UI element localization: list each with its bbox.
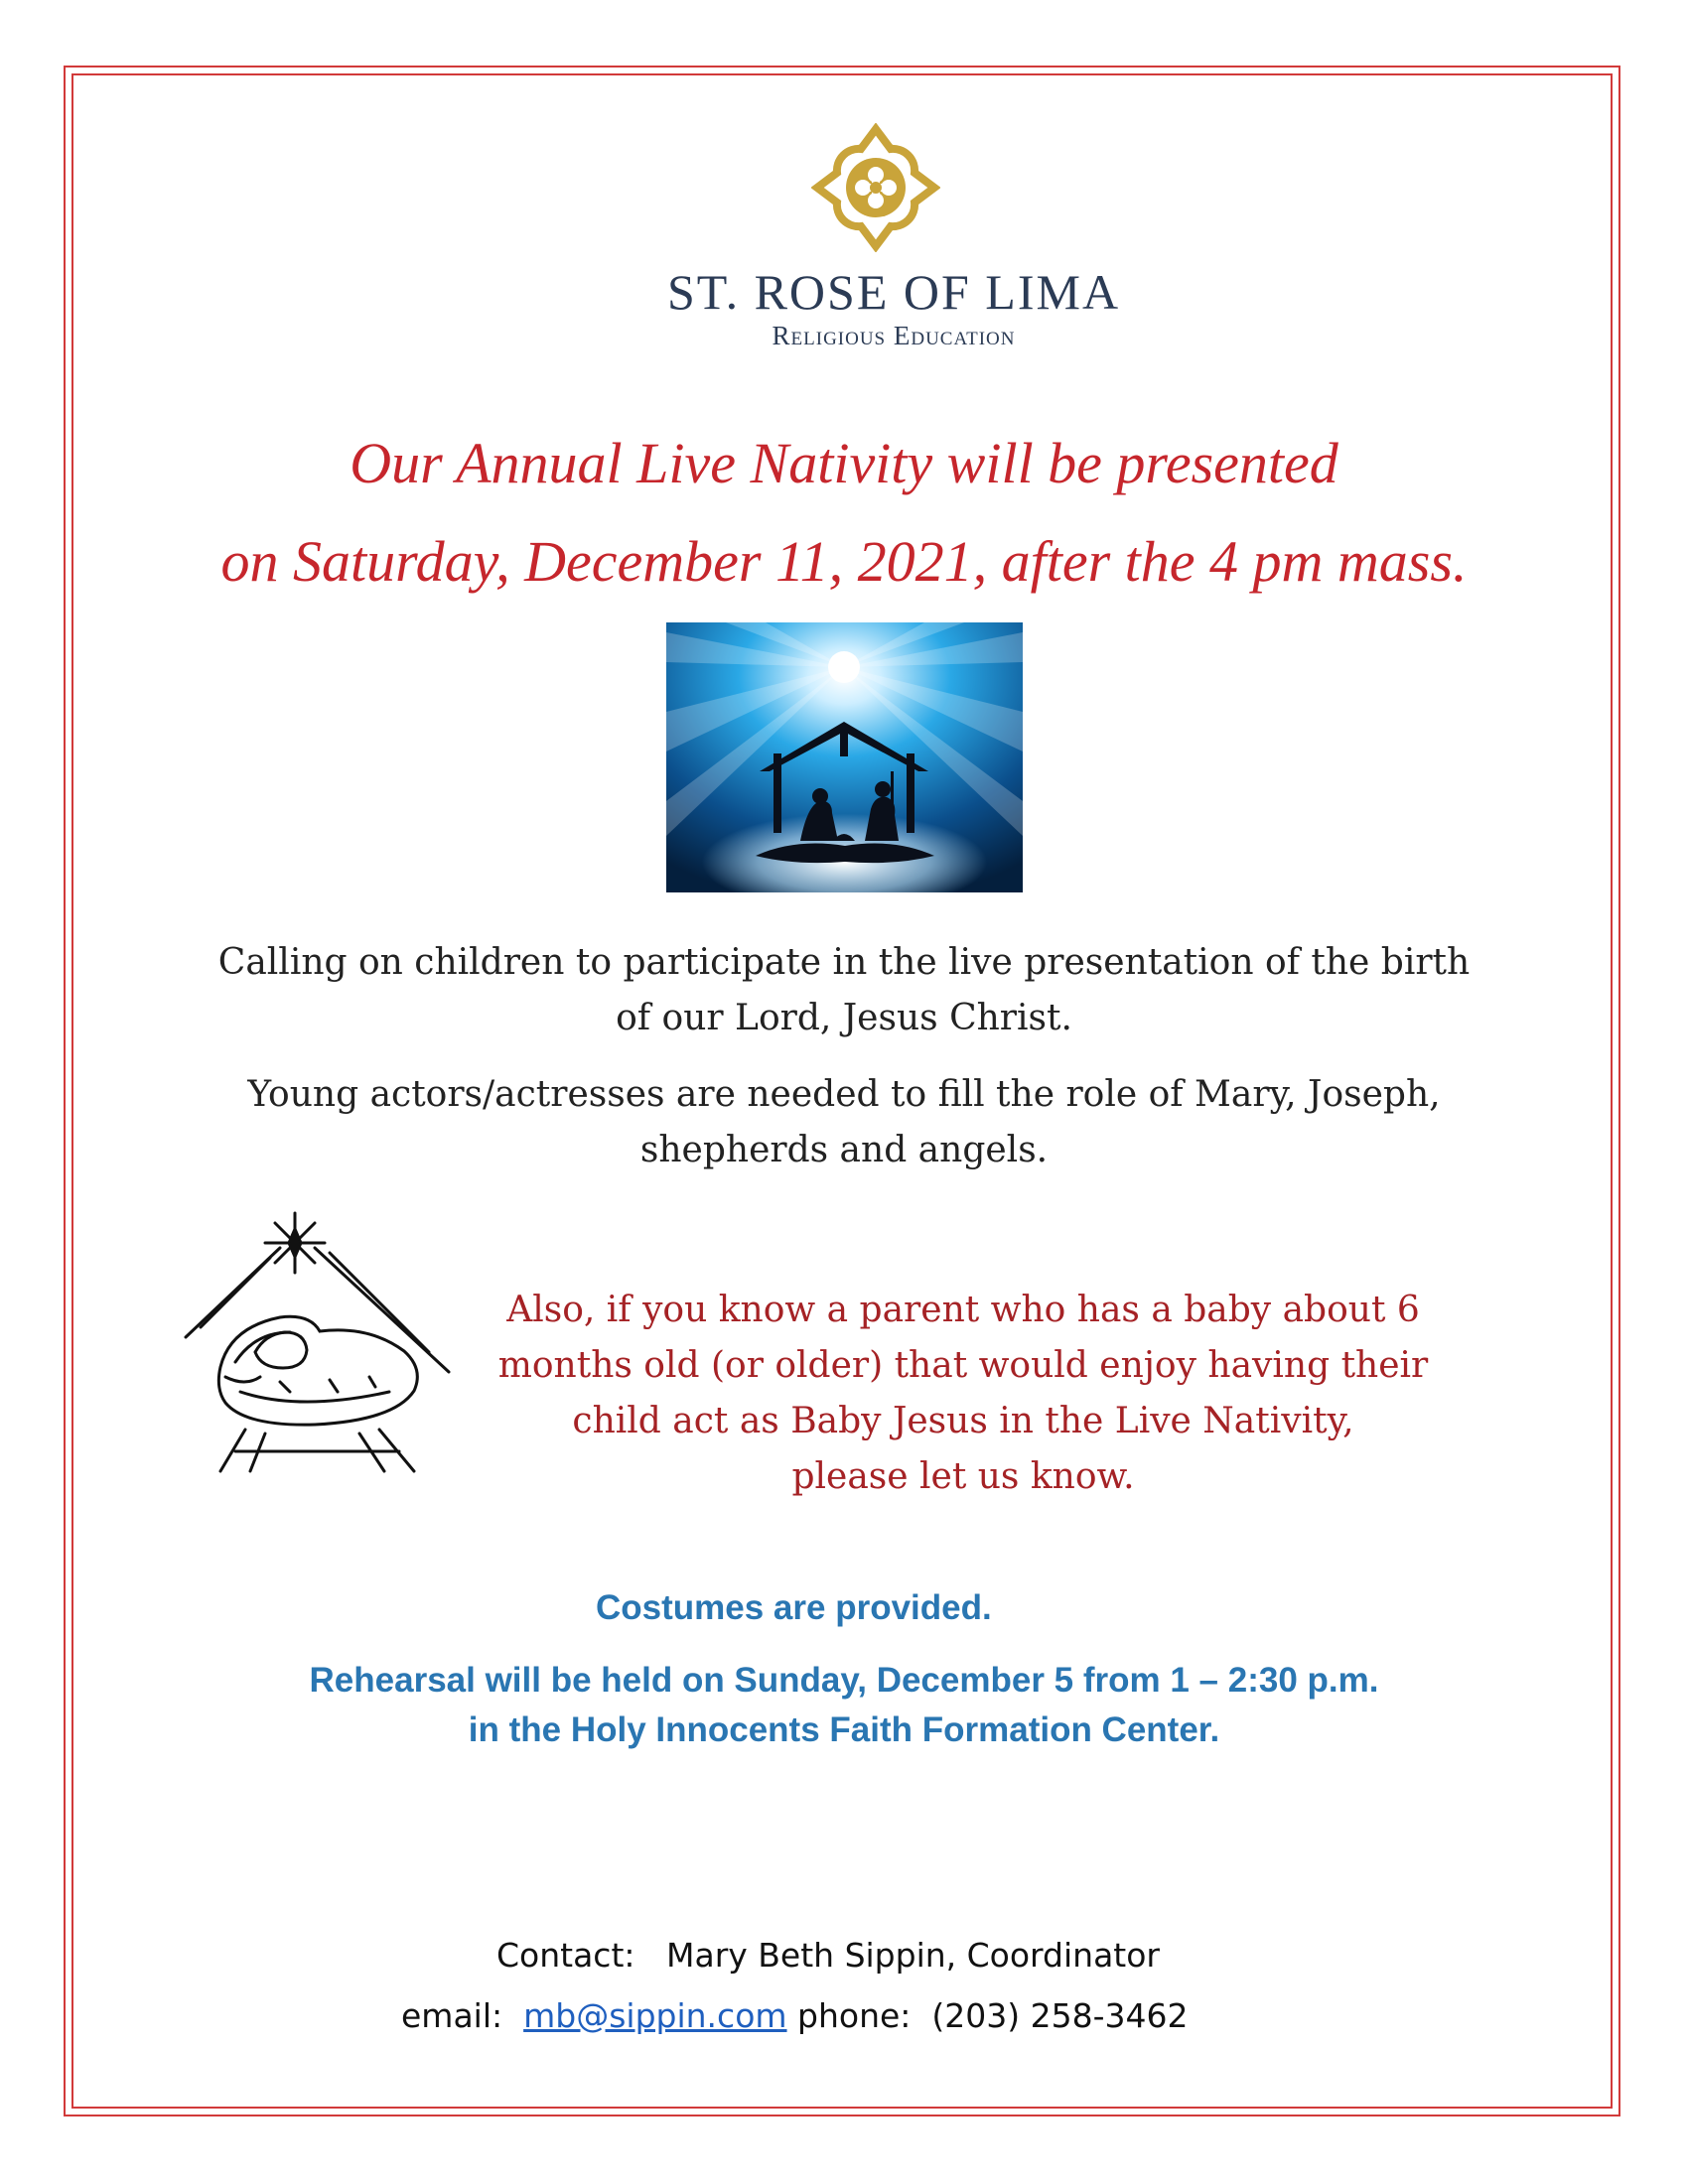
baby-request-line-2: months old (or older) that would enjoy having their — [497, 1345, 1429, 1386]
email-link[interactable]: mb@sippin.com — [523, 1996, 787, 2035]
baby-request-line-4: please let us know. — [791, 1456, 1135, 1497]
baby-jesus-request — [467, 1283, 1460, 1505]
org-name: ST. ROSE OF LIMA — [666, 264, 1121, 320]
roles-paragraph — [149, 1067, 1539, 1178]
email-label: email: — [401, 1996, 503, 2035]
baby-request-line-3: child act as Baby Jesus in the Live Nativity, — [572, 1401, 1354, 1441]
roles-line-2: shepherds and angels. — [639, 1130, 1049, 1170]
baby-in-manger-sketch-image — [181, 1203, 461, 1481]
headline-line-2: on Saturday, December 11, 2021, after the 4 pm mass. — [220, 529, 1468, 594]
email-phone-line — [401, 1996, 1189, 2035]
roles-line-1: Young actors/actresses are needed to fill the role of Mary, Joseph, — [247, 1074, 1441, 1115]
participation-line-2: of our Lord, Jesus Christ. — [616, 998, 1072, 1038]
phone-label: phone: — [797, 1996, 912, 2035]
rehearsal-line-1: Rehearsal will be held on Sunday, December 5 from 1 – 2:30 p.m. — [309, 1661, 1379, 1700]
costumes-note: Costumes are provided. — [596, 1588, 992, 1627]
contact-line — [496, 1936, 1160, 1975]
rehearsal-line-2: in the Holy Innocents Faith Formation Center. — [468, 1710, 1220, 1749]
contact-name: Mary Beth Sippin, Coordinator — [666, 1936, 1160, 1975]
phone-number: (203) 258-3462 — [931, 1996, 1189, 2035]
baby-request-line-1: Also, if you know a parent who has a baby about 6 — [506, 1290, 1420, 1330]
gold-quatrefoil-cross-icon — [811, 123, 940, 252]
contact-label: Contact: — [496, 1936, 635, 1975]
participation-paragraph — [149, 935, 1539, 1046]
nativity-silhouette-image — [666, 622, 1023, 892]
participation-line-1: Calling on children to participate in the live presentation of the birth — [217, 942, 1471, 983]
headline-line-1: Our Annual Live Nativity will be presented — [350, 431, 1338, 495]
rehearsal-info — [149, 1656, 1539, 1755]
org-subtitle: Religious Education — [772, 321, 1016, 350]
